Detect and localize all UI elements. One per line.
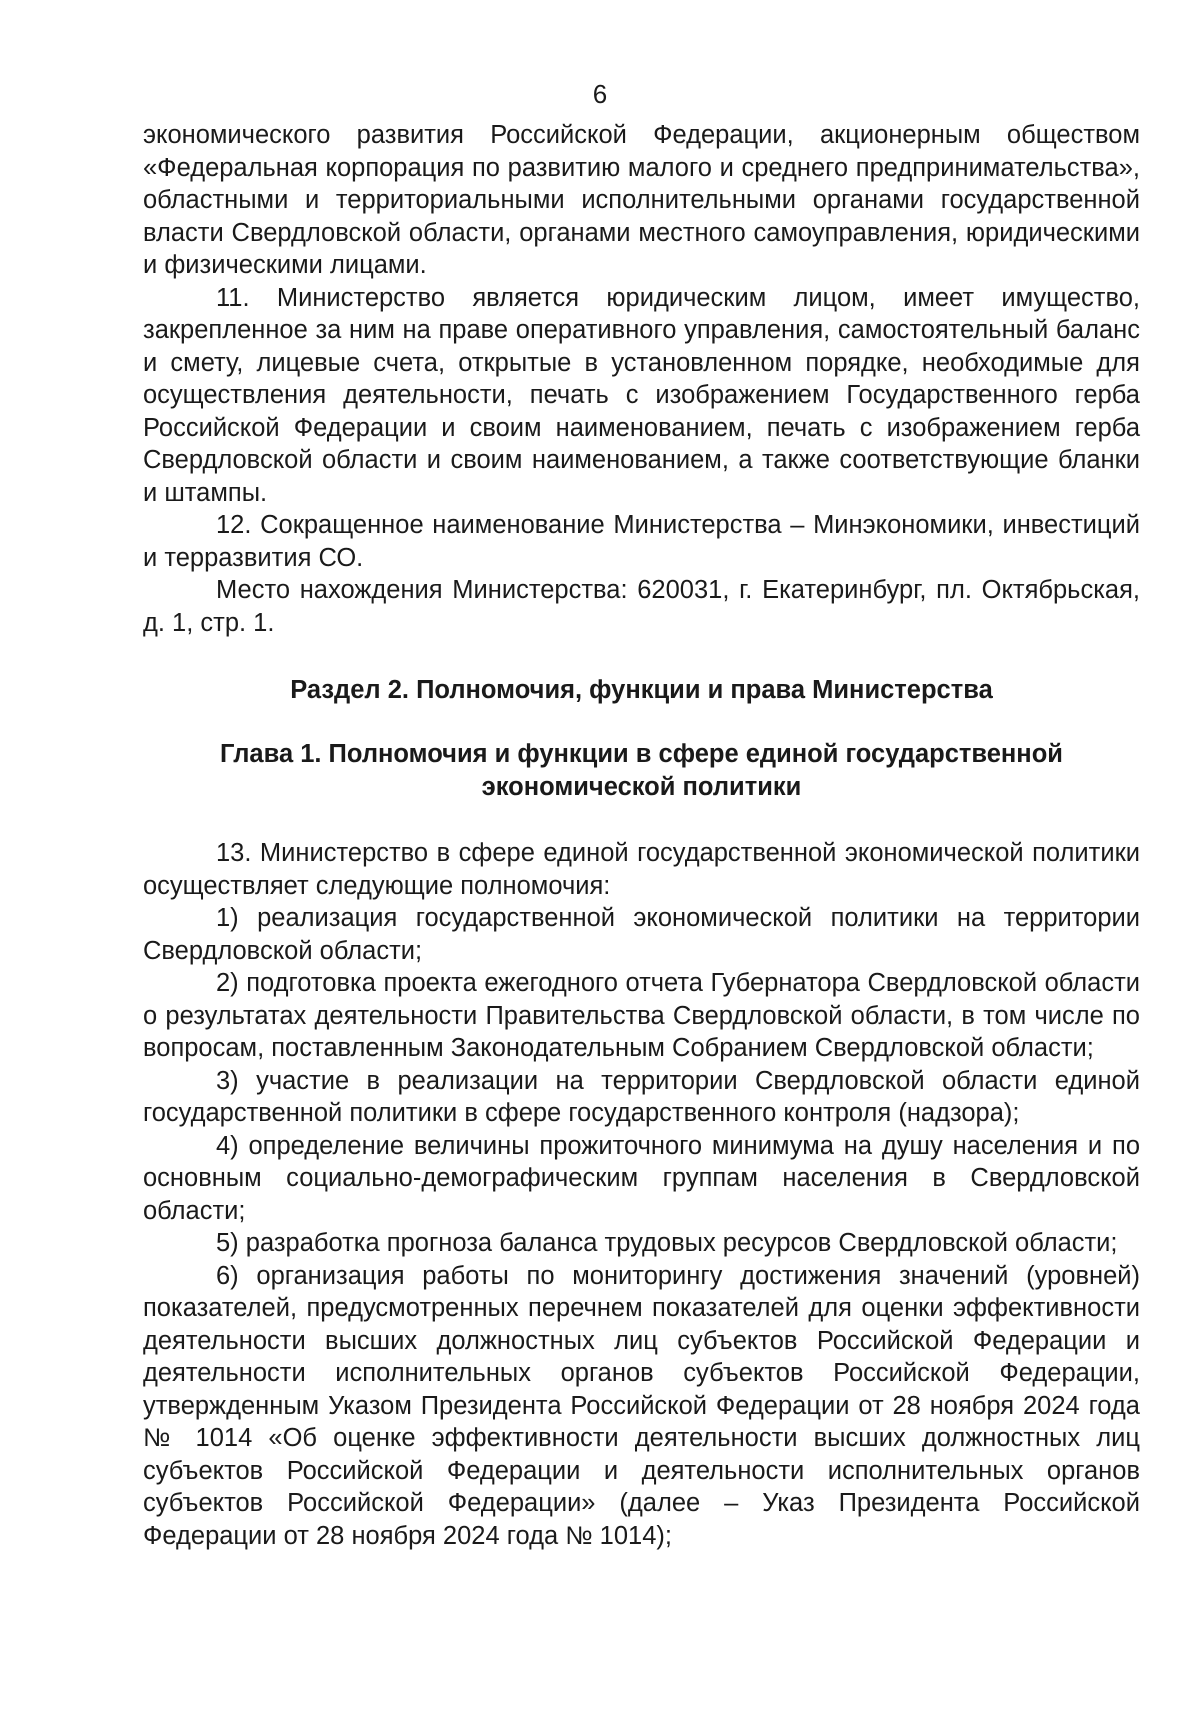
chapter-heading-line-1: Глава 1. Полномочия и функции в сфере единой государственной — [220, 740, 1063, 768]
chapter-heading-block — [143, 738, 1140, 803]
powers-list — [143, 837, 1140, 1552]
section-heading-block — [143, 674, 1140, 707]
subitem-4: 4) определение величины прожиточного минимума на душу населения и по основным социально-демографическим группам населения в Свердловской области; — [143, 1131, 1140, 1225]
section-heading: Раздел 2. Полномочия, функции и права Министерства — [290, 676, 993, 704]
section-one-continuation — [143, 119, 1140, 639]
paragraph-item-13: 13. Министерство в сфере единой государственной экономической политики осуществляет следующие полномочия: — [143, 839, 1140, 900]
subitem-1: 1) реализация государственной экономической политики на территории Свердловской области; — [143, 904, 1140, 965]
paragraph-continuation: экономического развития Российской Федерации, акционерным обществом «Федеральная корпорация по развитию малого и среднего предпринимательства», областными и территориальными исполнительными органами государственной власти Свердловской области, органами местного самоуправления, юридическими и физическими лицами. — [143, 121, 1140, 279]
subitem-6: 6) организация работы по мониторингу достижения значений (уровней) показателей, предусмотренных перечнем показателей для оценки эффективности деятельности высших должностных лиц субъектов Российской Федерации и деятельности исполнительных органов субъектов Российской Федерации, утвержденным Указом Президента Российской Федерации от 28 ноября 2024 года № 1014 «Об оценке эффективности деятельности высших должностных лиц субъектов Российской Федерации и деятельности исполнительных органов субъектов Российской Федерации» (далее – Указ Президента Российской Федерации от 28 ноября 2024 года № 1014); — [143, 1261, 1140, 1550]
page-number: 6 — [592, 79, 608, 109]
subitem-5: 5) разработка прогноза баланса трудовых ресурсов Свердловской области; — [216, 1229, 1118, 1257]
chapter-heading-line-2: экономической политики — [481, 772, 802, 801]
paragraph-item-11: 11. Министерство является юридическим лицом, имеет имущество, закрепленное за ним на праве оперативного управления, самостоятельный баланс и смету, лицевые счета, открытые в установленном порядке, необходимые для осуществления деятельности, печать с изображением Государственного герба Российской Федерации и своим наименованием, печать с изображением герба Свердловской области и своим наименованием, а также соответствующие бланки и штампы. — [143, 283, 1140, 507]
paragraph-location: Место нахождения Министерства: 620031, г. Екатеринбург, пл. Октябрьская, д. 1, стр. 1. — [143, 576, 1140, 637]
subitem-3: 3) участие в реализации на территории Свердловской области единой государственной политики в сфере государственного контроля (надзора); — [143, 1066, 1140, 1127]
paragraph-item-12: 12. Сокращенное наименование Министерства – Минэкономики, инвестиций и терразвития СО. — [143, 511, 1140, 572]
subitem-2: 2) подготовка проекта ежегодного отчета Губернатора Свердловской области о результатах деятельности Правительства Свердловской области, в том числе по вопросам, поставленным Законодательным Собранием Свердловской области; — [143, 969, 1140, 1062]
